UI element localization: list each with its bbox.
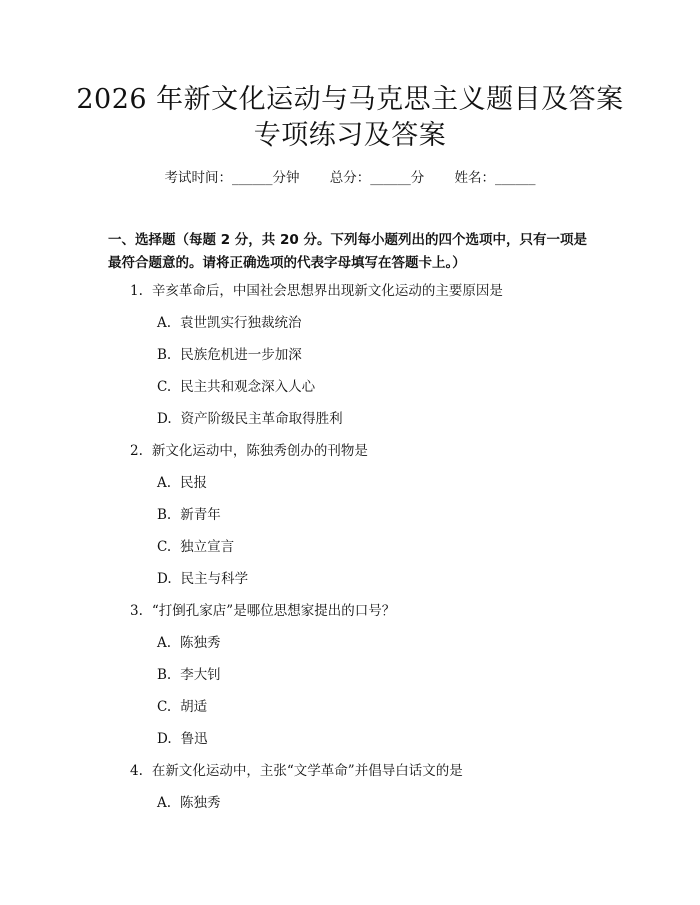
option-letter: D. [157, 411, 172, 427]
exam-time-blank: ______ [231, 170, 273, 186]
student-name-blank: ______ [495, 170, 536, 186]
question-3 [130, 601, 395, 621]
option-text: 李大钊 [180, 667, 221, 683]
option-text: 陈独秀 [180, 635, 221, 651]
option-letter: C. [157, 379, 172, 395]
student-name-field [455, 168, 536, 188]
question-3-option-a [157, 633, 221, 653]
exam-time-label: 考试时间： [164, 170, 232, 186]
option-text: 资产阶级民主革命取得胜利 [180, 411, 343, 427]
question-number: 2. [130, 443, 143, 459]
option-text: 鲁迅 [180, 731, 208, 747]
question-2-option-b [157, 505, 221, 525]
option-text: 新青年 [180, 507, 221, 523]
option-text: 民族危机进一步加深 [180, 347, 302, 363]
option-text: 袁世凯实行独裁统治 [180, 315, 302, 331]
option-letter: A. [157, 315, 172, 331]
question-2-option-d [157, 569, 248, 589]
question-2-option-c [157, 537, 234, 557]
question-text: 在新文化运动中，主张“文学革命”并倡导白话文的是 [151, 763, 463, 779]
document-title-line-1: 2026 年新文化运动与马克思主义题目及答案 [76, 84, 624, 115]
total-score-label: 总分： [329, 170, 371, 186]
question-3-option-c [157, 697, 207, 717]
total-score-blank: ______ [370, 170, 411, 186]
question-4 [130, 761, 463, 781]
question-1-option-a [157, 313, 302, 333]
question-1-option-b [157, 345, 302, 365]
exam-time-field [164, 168, 299, 188]
document-title-line-2: 专项练习及答案 [253, 120, 447, 151]
question-text: “打倒孔家店”是哪位思想家提出的口号？ [151, 603, 396, 619]
option-letter: D. [157, 731, 172, 747]
exam-time-unit: 分钟 [272, 170, 300, 186]
question-4-option-a [157, 793, 221, 813]
exam-info-line [0, 168, 700, 188]
question-2 [130, 441, 368, 461]
option-text: 胡适 [180, 699, 208, 715]
option-text: 民报 [180, 475, 208, 491]
option-letter: A. [157, 635, 172, 651]
question-text: 新文化运动中，陈独秀创办的刊物是 [151, 443, 368, 459]
option-letter: B. [157, 507, 172, 523]
section-heading-multiple-choice: 一、选择题（每题 2 分，共 20 分。下列每小题列出的四个选项中，只有一项是最符合题意的。请将正确选项的代表字母填写在答题卡上。） [108, 232, 587, 271]
option-text: 民主共和观念深入人心 [180, 379, 316, 395]
question-3-option-d [157, 729, 208, 749]
question-2-option-a [157, 473, 207, 493]
option-letter: C. [157, 539, 172, 555]
question-1-option-d [157, 409, 343, 429]
option-text: 独立宣言 [180, 539, 235, 555]
question-1-option-c [157, 377, 315, 397]
option-letter: B. [157, 347, 172, 363]
option-letter: B. [157, 667, 172, 683]
option-letter: D. [157, 571, 172, 587]
question-number: 4. [130, 763, 143, 779]
total-score-field [330, 168, 425, 188]
option-letter: A. [157, 795, 172, 811]
question-number: 3. [130, 603, 143, 619]
question-3-option-b [157, 665, 221, 685]
option-letter: C. [157, 699, 172, 715]
question-text: 辛亥革命后，中国社会思想界出现新文化运动的主要原因是 [151, 283, 503, 299]
total-score-unit: 分 [410, 170, 425, 186]
option-text: 民主与科学 [180, 571, 249, 587]
option-text: 陈独秀 [180, 795, 221, 811]
student-name-label: 姓名： [454, 170, 496, 186]
option-letter: A. [157, 475, 172, 491]
question-1 [130, 281, 503, 301]
question-number: 1. [130, 283, 143, 299]
